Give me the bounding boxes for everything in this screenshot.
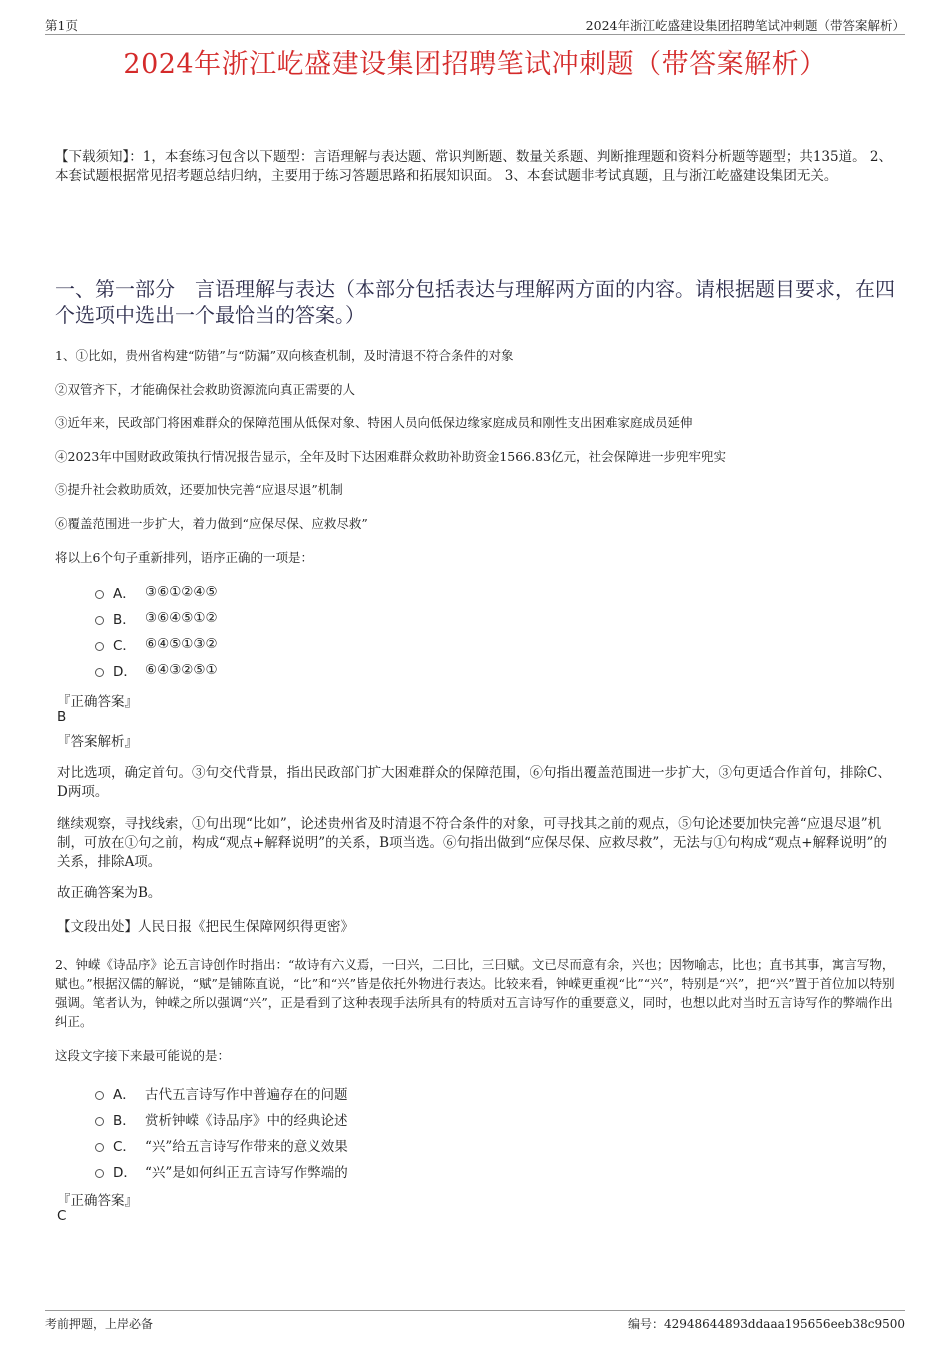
radio-icon[interactable]: [95, 590, 104, 599]
radio-icon[interactable]: [95, 1091, 104, 1100]
q1-analysis-3: 故正确答案为B。: [57, 885, 162, 901]
q1-option-d[interactable]: D． ⑥④③②⑤①: [95, 657, 495, 683]
q2-option-b[interactable]: B． 赏析钟嵘《诗品序》中的经典论述: [95, 1106, 495, 1132]
q2-option-c[interactable]: C． “兴”给五言诗写作带来的意义效果: [95, 1132, 495, 1158]
q2-option-a[interactable]: A． 古代五言诗写作中普遍存在的问题: [95, 1080, 495, 1106]
radio-icon[interactable]: [95, 616, 104, 625]
q1-answer: B: [57, 709, 67, 725]
q1-line-6: ⑥覆盖范围进一步扩大，着力做到“应保尽保、应救尽救”: [55, 516, 368, 531]
document-title: 2024年浙江屹盛建设集团招聘笔试冲刺题（带答案解析）: [123, 49, 827, 80]
q1-answer-label: 『正确答案』: [57, 694, 138, 710]
q1-line-1: 1、①比如，贵州省构建“防错”与“防漏”双向核查机制，及时清退不符合条件的对象: [55, 348, 514, 363]
q1-prompt: 将以上6个句子重新排列，语序正确的一项是：: [55, 550, 313, 565]
q1-option-c[interactable]: C． ⑥④⑤①③②: [95, 631, 495, 657]
section-title: 一、第一部分 言语理解与表达（本部分包括表达与理解两方面的内容。请根据题目要求，在四个选项中选出一个最恰当的答案。）: [55, 277, 895, 327]
q1-line-4: ④2023年中国财政政策执行情况报告显示，全年及时下达困难群众救助补助资金1566.83亿元，社会保障进一步兜牢兜实: [55, 449, 727, 464]
footer-serial: 编号：42948644893ddaaa195656eeb38c9500: [627, 1317, 905, 1331]
q2-answer: C: [57, 1208, 67, 1224]
radio-icon[interactable]: [95, 668, 104, 677]
radio-icon[interactable]: [95, 1143, 104, 1152]
q2-option-d[interactable]: D． “兴”是如何纠正五言诗写作弊端的: [95, 1158, 495, 1184]
page-number: 第1页: [45, 18, 78, 33]
radio-icon[interactable]: [95, 1169, 104, 1178]
download-notice: 【下载须知】：1，本套练习包含以下题型：言语理解与表达题、常识判断题、数量关系题、判断推理题和资料分析题等题型；共135道。 2、本套试题根据常见招考题总结归纳，主要用于练习答题思路和拓展知识面。 3、本套试题非考试真题，且与浙江屹盛建设集团无关。: [55, 149, 892, 184]
q1-line-5: ⑤提升社会救助质效，还要加快完善“应退尽退”机制: [55, 482, 343, 497]
header-title: 2024年浙江屹盛建设集团招聘笔试冲刺题（带答案解析）: [585, 18, 905, 33]
q2-options: [95, 1080, 495, 1184]
q1-options: [95, 579, 495, 683]
q1-analysis-2: 继续观察，寻找线索，①句出现“比如”，论述贵州省及时清退不符合条件的对象，可寻找其之前的观点，⑤句论述要加快完善“应退尽退”机制，可放在①句之前，构成“观点+解释说明”的关系，B项当选。⑥句指出做到“应保尽保、应救尽救”，无法与①句构成“观点+解释说明”的关系，排除A项。: [57, 816, 887, 870]
q1-line-3: ③近年来，民政部门将困难群众的保障范围从低保对象、特困人员向低保边缘家庭成员和刚性支出困难家庭成员延伸: [55, 415, 693, 430]
q2-answer-label: 『正确答案』: [57, 1193, 138, 1209]
q1-line-2: ②双管齐下，才能确保社会救助资源流向真正需要的人: [55, 382, 356, 397]
radio-icon[interactable]: [95, 1117, 104, 1126]
radio-icon[interactable]: [95, 642, 104, 651]
q2-prompt: 这段文字接下来最可能说的是：: [55, 1048, 231, 1063]
q1-analysis-1: 对比选项，确定首句。③句交代背景，指出民政部门扩大困难群众的保障范围，⑥句指出覆盖范围进一步扩大，③句更适合作首句，排除C、D两项。: [57, 765, 891, 800]
q1-analysis-label: 『答案解析』: [57, 734, 138, 750]
page-footer: [45, 1310, 905, 1331]
footer-slogan: 考前押题，上岸必备: [45, 1317, 154, 1331]
q2-stem: 2、钟嵘《诗品序》论五言诗创作时指出：“故诗有六义焉，一曰兴，二曰比，三曰赋。文已尽而意有余，兴也；因物喻志，比也；直书其事，寓言写物，赋也。”根据汉儒的解说，“赋”是铺陈直说，“比”和“兴”皆是依托外物进行表达。比较来看，钟嵘更重视“比”“兴”，特别是“兴”，把“兴”置于首位加以特别强调。笔者认为，钟嵘之所以强调“兴”，正是看到了这种表现手法所具有的特质对五言诗写作的重要意义，同时，也想以此对当时五言诗写作的弊端作出纠正。: [55, 957, 895, 1029]
page-header: [45, 14, 905, 35]
q1-option-a[interactable]: A． ③⑥①②④⑤: [95, 579, 495, 605]
q1-source: 【文段出处】人民日报《把民生保障网织得更密》: [57, 919, 354, 935]
q1-option-b[interactable]: B． ③⑥④⑤①②: [95, 605, 495, 631]
